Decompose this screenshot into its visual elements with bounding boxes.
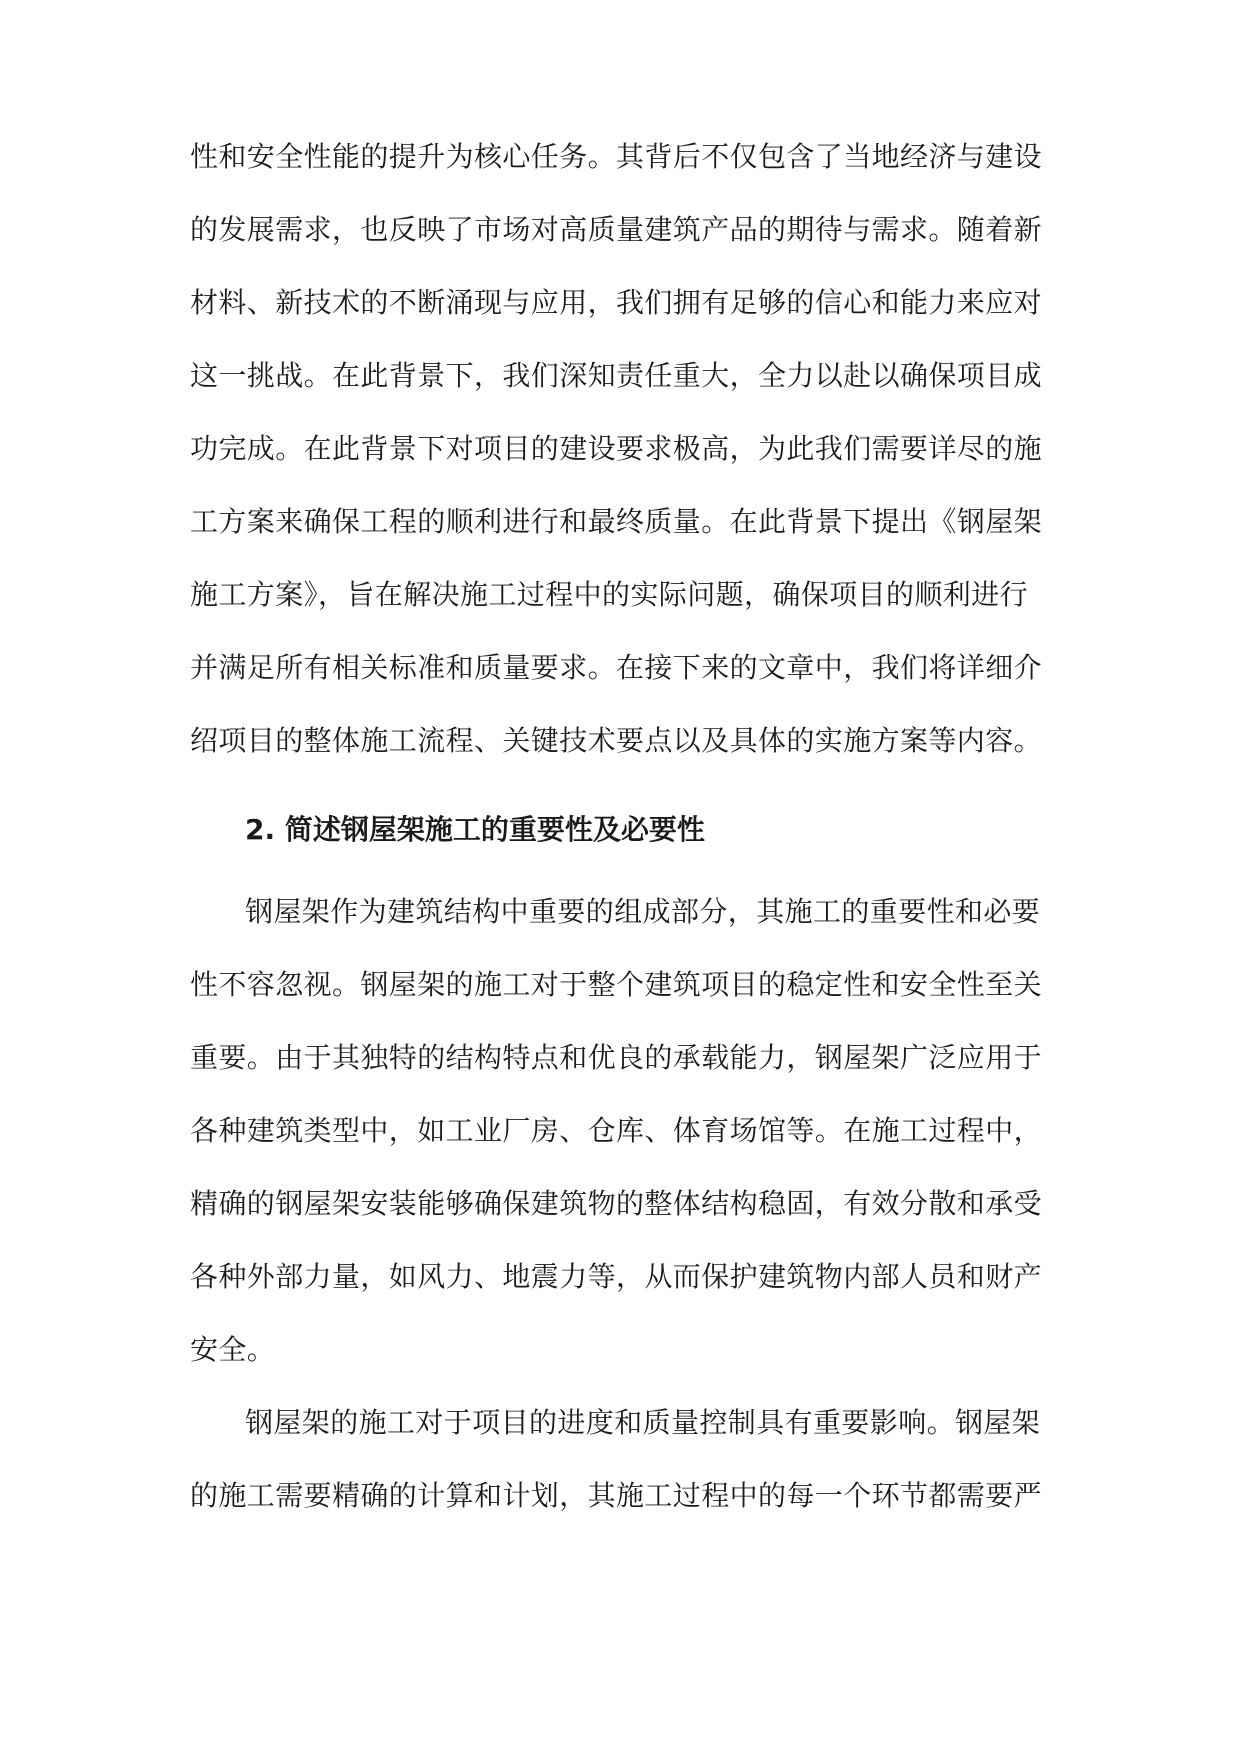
body-text-line: 绍项目的整体施工流程、关键技术要点以及具体的实施方案等内容。 [190,724,1043,757]
body-text-line: 这一挑战。在此背景下，我们深知责任重大，全力以赴以确保项目成 [190,359,1043,392]
body-text-line: 钢屋架作为建筑结构中重要的组成部分，其施工的重要性和必要 [245,895,1041,928]
section-heading: 2. 简述钢屋架施工的重要性及必要性 [245,813,705,846]
body-text-line: 性和安全性能的提升为核心任务。其背后不仅包含了当地经济与建设 [190,140,1043,173]
body-text-line: 重要。由于其独特的结构特点和优良的承载能力，钢屋架广泛应用于 [190,1041,1043,1074]
body-text-line: 的施工需要精确的计算和计划，其施工过程中的每一个环节都需要严 [190,1479,1043,1512]
body-text-line: 精确的钢屋架安装能够确保建筑物的整体结构稳固，有效分散和承受 [190,1187,1043,1220]
body-text-line: 的发展需求，也反映了市场对高质量建筑产品的期待与需求。随着新 [190,213,1043,246]
body-text-line: 施工方案》，旨在解决施工过程中的实际问题，确保项目的顺利进行 [190,578,1029,611]
body-text-line: 安全。 [190,1333,276,1366]
body-text-line: 钢屋架的施工对于项目的进度和质量控制具有重要影响。钢屋架 [245,1406,1041,1439]
body-text-line: 各种外部力量，如风力、地震力等，从而保护建筑物内部人员和财产 [190,1260,1043,1293]
body-text-line: 性不容忽视。钢屋架的施工对于整个建筑项目的稳定性和安全性至关 [190,968,1043,1001]
body-text-line: 各种建筑类型中，如工业厂房、仓库、体育场馆等。在施工过程中， [190,1114,1043,1147]
body-text-line: 材料、新技术的不断涌现与应用，我们拥有足够的信心和能力来应对 [190,286,1043,319]
body-text-line: 并满足所有相关标准和质量要求。在接下来的文章中，我们将详细介 [190,651,1043,684]
body-text-line: 工方案来确保工程的顺利进行和最终质量。在此背景下提出《钢屋架 [190,505,1043,538]
body-text-line: 功完成。在此背景下对项目的建设要求极高，为此我们需要详尽的施 [190,432,1043,465]
